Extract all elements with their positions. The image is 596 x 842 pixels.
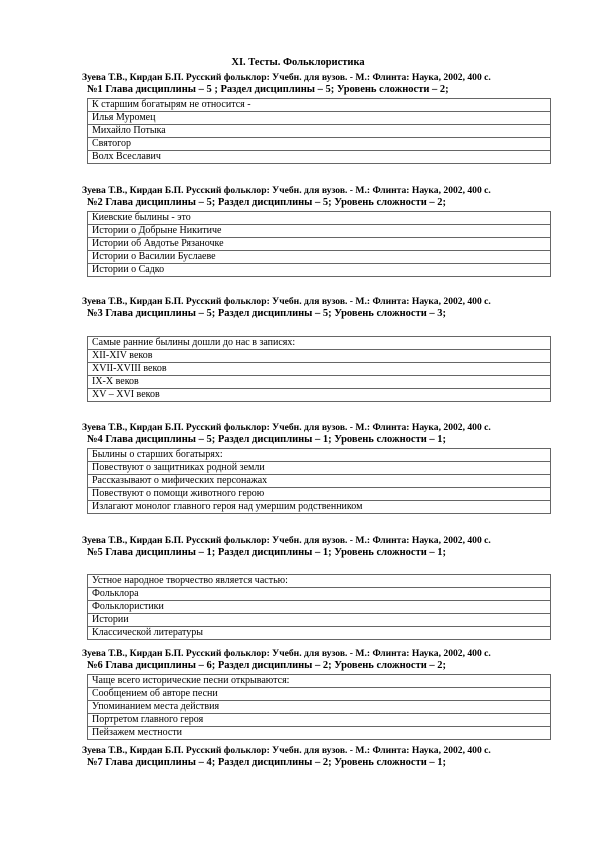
answer-table	[87, 211, 551, 277]
answer-row	[88, 389, 551, 402]
answer-option: Михайло Потыка	[88, 125, 551, 138]
answer-row	[88, 125, 551, 138]
answer-row	[88, 688, 551, 701]
answer-option: XV – XVI веков	[88, 389, 551, 402]
answer-option: Истории об Авдотье Рязаночке	[88, 238, 551, 251]
question-meta: №2 Глава дисциплины – 5; Раздел дисциплины – 5; Уровень сложности – 2;	[87, 197, 447, 208]
question-text: Устное народное творчество является частью:	[88, 575, 551, 588]
answer-row	[88, 350, 551, 363]
question-meta: №1 Глава дисциплины – 5 ; Раздел дисциплины – 5; Уровень сложности – 2;	[87, 84, 449, 95]
answer-row	[88, 714, 551, 727]
answer-option: Портретом главного героя	[88, 714, 551, 727]
question-meta: №4 Глава дисциплины – 5; Раздел дисциплины – 1; Уровень сложности – 1;	[87, 434, 447, 445]
answer-row	[88, 462, 551, 475]
answer-option: Повествуют о помощи животного герою	[88, 488, 551, 501]
answer-row	[88, 376, 551, 389]
answer-row	[88, 488, 551, 501]
question-text: К старшим богатырям не относится -	[88, 99, 551, 112]
question-meta: №6 Глава дисциплины – 6; Раздел дисциплины – 2; Уровень сложности – 2;	[87, 660, 447, 671]
answer-option: Истории	[88, 614, 551, 627]
answer-option: Истории о Садко	[88, 264, 551, 277]
answer-option: Фольклора	[88, 588, 551, 601]
question-meta: №7 Глава дисциплины – 4; Раздел дисциплины – 2; Уровень сложности – 1;	[87, 757, 447, 768]
question-row	[88, 449, 551, 462]
answer-option: Сообщением об авторе песни	[88, 688, 551, 701]
answer-table	[87, 448, 551, 514]
answer-row	[88, 727, 551, 740]
answer-row	[88, 112, 551, 125]
answer-option: Упоминанием места действия	[88, 701, 551, 714]
answer-row	[88, 151, 551, 164]
answer-option: Истории о Василии Буслаеве	[88, 251, 551, 264]
answer-table	[87, 336, 551, 402]
answer-option: Повествуют о защитниках родной земли	[88, 462, 551, 475]
question-meta: №3 Глава дисциплины – 5; Раздел дисциплины – 5; Уровень сложности – 3;	[87, 308, 447, 319]
answer-table	[87, 674, 551, 740]
answer-row	[88, 363, 551, 376]
answer-option: Пейзажем местности	[88, 727, 551, 740]
question-row	[88, 675, 551, 688]
question-source: Зуева Т.В., Кирдан Б.П. Русский фольклор: Учебн. для вузов. - М.: Флинта: Наука, 2002, 400 с.	[82, 535, 491, 546]
question-source: Зуева Т.В., Кирдан Б.П. Русский фольклор: Учебн. для вузов. - М.: Флинта: Наука, 2002, 400 с.	[82, 296, 491, 307]
question-text: Самые ранние былины дошли до нас в записях:	[88, 337, 551, 350]
question-text: Былины о старших богатырях:	[88, 449, 551, 462]
question-source: Зуева Т.В., Кирдан Б.П. Русский фольклор: Учебн. для вузов. - М.: Флинта: Наука, 2002, 400 с.	[82, 745, 491, 756]
document-title: XI. Тесты. Фольклористика	[231, 57, 365, 68]
question-source: Зуева Т.В., Кирдан Б.П. Русский фольклор: Учебн. для вузов. - М.: Флинта: Наука, 2002, 400 с.	[82, 185, 491, 196]
question-row	[88, 337, 551, 350]
question-source: Зуева Т.В., Кирдан Б.П. Русский фольклор: Учебн. для вузов. - М.: Флинта: Наука, 2002, 400 с.	[82, 648, 491, 659]
question-text: Киевские былины - это	[88, 212, 551, 225]
answer-option: XII-XIV веков	[88, 350, 551, 363]
answer-row	[88, 627, 551, 640]
answer-table	[87, 98, 551, 164]
answer-option: Волх Всеславич	[88, 151, 551, 164]
question-row	[88, 575, 551, 588]
question-meta: №5 Глава дисциплины – 1; Раздел дисциплины – 1; Уровень сложности – 1;	[87, 547, 447, 558]
answer-row	[88, 264, 551, 277]
question-source: Зуева Т.В., Кирдан Б.П. Русский фольклор: Учебн. для вузов. - М.: Флинта: Наука, 2002, 400 с.	[82, 422, 491, 433]
answer-option: Рассказывают о мифических персонажах	[88, 475, 551, 488]
answer-option: Излагают монолог главного героя над умершим родственником	[88, 501, 551, 514]
answer-row	[88, 225, 551, 238]
answer-row	[88, 601, 551, 614]
answer-option: Классической литературы	[88, 627, 551, 640]
answer-row	[88, 238, 551, 251]
answer-option: Илья Муромец	[88, 112, 551, 125]
question-row	[88, 212, 551, 225]
answer-table	[87, 574, 551, 640]
question-text: Чаще всего исторические песни открываются:	[88, 675, 551, 688]
answer-row	[88, 614, 551, 627]
answer-row	[88, 251, 551, 264]
answer-row	[88, 475, 551, 488]
answer-option: XVII-XVIII веков	[88, 363, 551, 376]
answer-option: Святогор	[88, 138, 551, 151]
answer-option: IX-X веков	[88, 376, 551, 389]
answer-row	[88, 588, 551, 601]
question-source: Зуева Т.В., Кирдан Б.П. Русский фольклор: Учебн. для вузов. - М.: Флинта: Наука, 2002, 400 с.	[82, 72, 491, 83]
answer-row	[88, 138, 551, 151]
answer-row	[88, 501, 551, 514]
question-row	[88, 99, 551, 112]
answer-option: Истории о Добрыне Никитиче	[88, 225, 551, 238]
answer-option: Фольклористики	[88, 601, 551, 614]
answer-row	[88, 701, 551, 714]
